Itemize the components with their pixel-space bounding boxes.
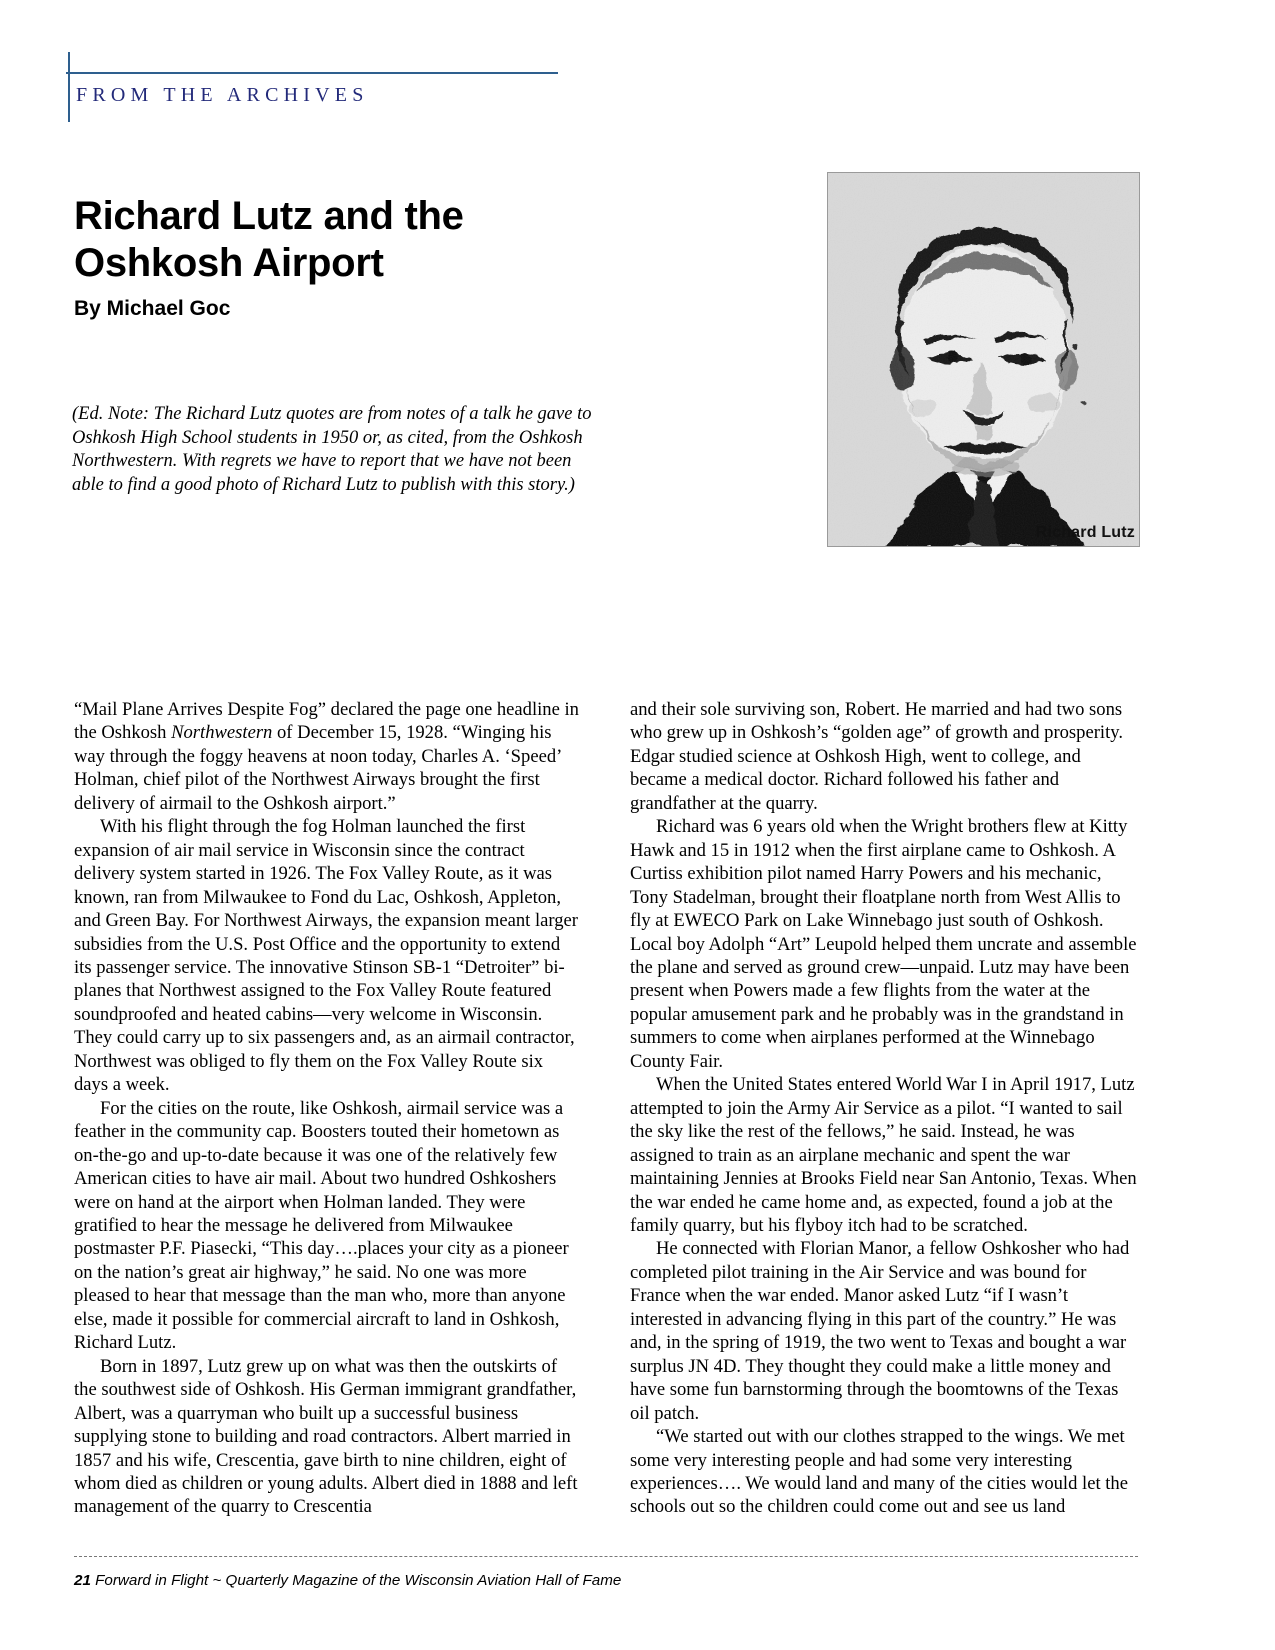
article-byline: By Michael Goc	[74, 297, 231, 320]
paragraph-text: With his flight through the fog Holman launched the first expansion of air mail service in Wisconsin since the contract delivery system started in 1926. The Fox Valley Route, as it was known, ran from Milwaukee to Fond du Lac, Oshkosh, Appleton, and Green Bay. For Northwest Airways, the expansion meant larger subsidies from the U.S. Post Office and the opportunity to extend its passenger service. The innovative Stinson SB-1 “Detroiter” bi-planes that Northwest assigned to the Fox Valley Route featured soundproofed and heated cabins—very welcome in Wisconsin. They could carry up to six passengers and, as an airmail contractor, Northwest was obliged to fly them on the Fox Valley Route six days a week.	[74, 816, 578, 1096]
body-paragraph	[74, 698, 581, 815]
footer-divider	[74, 1556, 1138, 1557]
body-paragraph	[74, 1355, 581, 1519]
portrait-photo	[827, 172, 1140, 547]
paragraph-text: “We started out with our clothes strapped to the wings. We met some very interesting people and had some very interesting experiences…. We would land and many of the cities would let the schools out so the children could come out and see us land	[630, 1426, 1128, 1518]
footer	[74, 1572, 621, 1589]
body-paragraph	[630, 815, 1137, 1073]
footer-publication: Forward in Flight ~ Quarterly Magazine of the Wisconsin Aviation Hall of Fame	[95, 1572, 622, 1589]
kicker-vertical-rule	[68, 52, 70, 122]
body-column-left	[74, 698, 581, 1518]
paragraph-text: and their sole surviving son, Robert. He married and had two sons who grew up in Oshkosh’s “golden age” of growth and prosperity. Edgar studied science at Oshkosh High, went to college, and became a medical doctor. Richard followed his father and grandfather at the quarry.	[630, 699, 1123, 814]
article-headline: Richard Lutz and the Oshkosh Airport	[74, 193, 464, 285]
photo-caption: Richard Lutz	[1035, 524, 1135, 541]
body-paragraph	[630, 1237, 1137, 1425]
paragraph-text: Born in 1897, Lutz grew up on what was then the outskirts of the southwest side of Oshkosh. His German immigrant grandfather, Albert, was a quarryman who built up a successful business supplying stone to building and road contractors. Albert married in 1857 and his wife, Crescentia, gave birth to nine children, eight of whom died as children or young adults. Albert died in 1888 and left management of the quarry to Crescentia	[74, 1355, 578, 1518]
editors-note	[72, 403, 592, 497]
paragraph-text: of December 15, 1928. “Winging his way through the foggy heavens at noon today, Charles A. ‘Speed’ Holman, chief pilot of the Northwest Airways brought the first delivery of airmail to the Oshkosh airport.”	[74, 722, 561, 814]
article-body	[74, 698, 1137, 1518]
body-paragraph	[630, 1425, 1137, 1519]
body-column-right	[630, 698, 1137, 1518]
body-paragraph	[630, 698, 1137, 815]
body-paragraph	[74, 1097, 581, 1355]
kicker-horizontal-rule	[66, 72, 558, 74]
portrait-halftone-illustration	[828, 173, 1139, 546]
footer-page-number: 21	[74, 1572, 91, 1589]
body-paragraph	[74, 815, 581, 1096]
body-paragraph	[630, 1073, 1137, 1237]
italic-title: Northwestern	[171, 722, 273, 744]
paragraph-text: He connected with Florian Manor, a fellow Oshkosher who had completed pilot training in the Air Service and was bound for France when the war ended. Manor asked Lutz “if I wasn’t interested in advancing flying in this part of the country.” He was and, in the spring of 1919, the two went to Texas and bought a war surplus JN 4D. They thought they could make a little money and have some fun barnstorming through the boomtowns of the Texas oil patch.	[630, 1238, 1130, 1424]
section-kicker	[60, 52, 580, 132]
paragraph-text: When the United States entered World War I in April 1917, Lutz attempted to join the Army Air Service as a pilot. “I wanted to sail the sky like the rest of the fellows,” he said. Instead, he was assigned to train as an airplane mechanic and spent the war maintaining Jennies at Brooks Field near San Antonio, Texas. When the war ended he came home and, as expected, found a job at the family quarry, but his flyboy itch had to be scratched.	[630, 1074, 1137, 1236]
kicker-label: FROM THE ARCHIVES	[76, 84, 369, 106]
paragraph-text: Richard was 6 years old when the Wright brothers flew at Kitty Hawk and 15 in 1912 when the first airplane came to Oshkosh. A Curtiss exhibition pilot named Harry Powers and his mechanic, Tony Stadelman, brought their floatplane north from West Allis to fly at EWECO Park on Lake Winnebago just south of Oshkosh. Local boy Adolph “Art” Leupold helped them uncrate and assemble the plane and served as ground crew—unpaid. Lutz may have been present when Powers made a few flights from the water at the popular amusement park and he probably was in the grandstand in summers to come when airplanes performed at the Winnebago County Fair.	[630, 816, 1137, 1072]
paragraph-text: “Mail Plane Arrives Despite Fog” declared the page one headline in the Oshkosh	[74, 699, 579, 744]
editors-note-text: (Ed. Note: The Richard Lutz quotes are from notes of a talk he gave to Oshkosh High School students in 1950 or, as cited, from the Oshkosh Northwestern. With regrets we have to report that we have not been able to find a good photo of Richard Lutz to publish with this story.)	[72, 404, 592, 495]
paragraph-text: For the cities on the route, like Oshkosh, airmail service was a feather in the community cap. Boosters touted their hometown as on-the-go and up-to-date because it was one of the relatively few American cities to have air mail. About two hundred Oshkoshers were on hand at the airport when Holman landed. They were gratified to hear the message he delivered from Milwaukee postmaster P.F. Piasecki, “This day….places your city as a pioneer on the nation’s great air highway,” he said. No one was more pleased to hear that message than the man who, more than anyone else, made it possible for commercial aircraft to land in Oshkosh, Richard Lutz.	[74, 1097, 569, 1354]
